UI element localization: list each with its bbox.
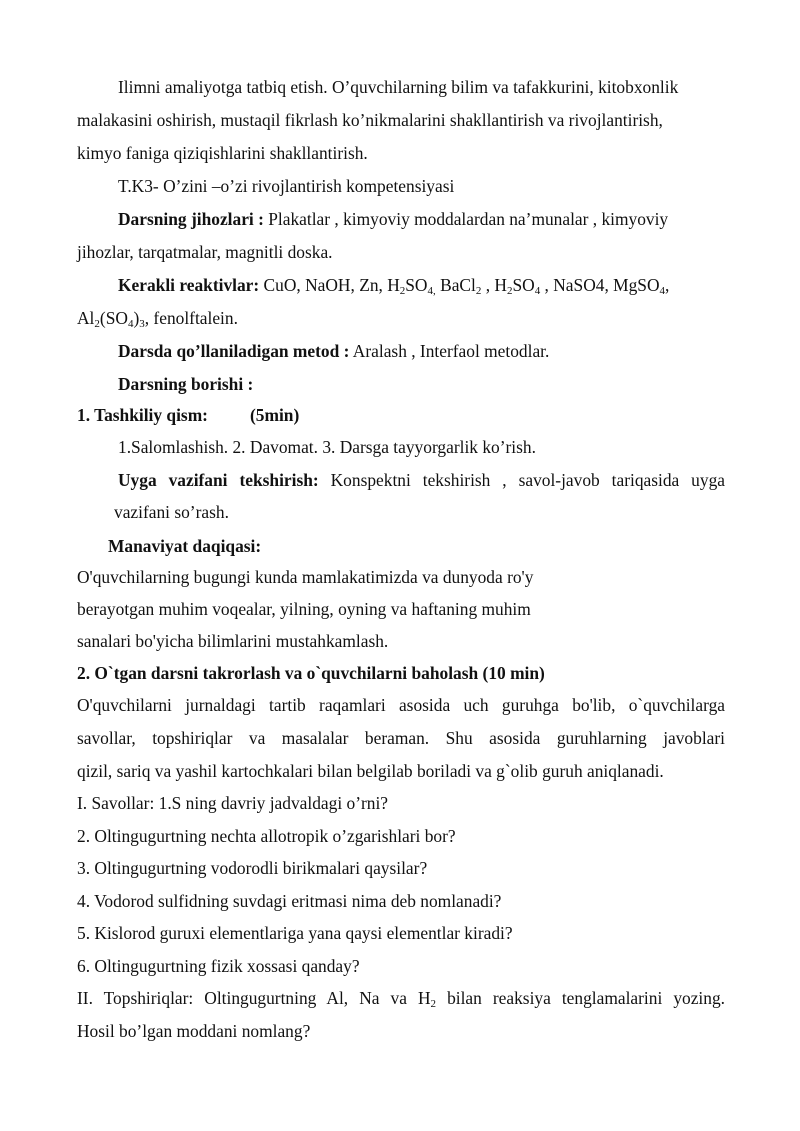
reagents-text: ) (133, 308, 140, 328)
section-1-time: (5min) (249, 405, 300, 425)
subscript: 4 (127, 318, 134, 330)
reagents-label: Kerakli reaktivlar: (118, 275, 260, 295)
question-item: I. Savollar: 1.S ning davriy jadvaldagi o’rni? (77, 793, 389, 813)
equipment-line-2: jihozlar, tarqatmalar, magnitli doska. (77, 242, 333, 262)
question-item: 6. Oltingugurtning fizik xossasi qanday? (77, 956, 360, 976)
reagents-text: , NaSO4, MgSO (540, 275, 660, 295)
lesson-progress-heading: Darsning borishi : (118, 374, 254, 394)
reagents-text: , (665, 275, 670, 295)
spirituality-line: sanalari bo'yicha bilimlarini mustahkamlash. (77, 631, 389, 651)
spirituality-line: O'quvchilarning bugungi kunda mamlakatimizda va dunyoda ro'y (77, 567, 534, 587)
reagents-text: CuO, NaOH, Zn, H (259, 275, 400, 295)
task-line-2: Hosil bo’lgan moddani nomlang? (77, 1021, 311, 1041)
subscript: 4, (427, 285, 436, 297)
subscript: 2 (506, 285, 513, 297)
equipment-text: Plakatlar , kimyoviy moddalardan na’munalar , kimyoviy (263, 209, 669, 229)
subscript: 3 (139, 318, 145, 330)
homework-line-2: vazifani so’rash. (114, 502, 229, 522)
homework-line (118, 469, 725, 491)
reagents-text: BaCl (435, 275, 476, 295)
subscript: 4 (534, 285, 541, 297)
section-2-heading: 2. O`tgan darsni takrorlash va o`quvchilarni baholash (10 min) (77, 663, 545, 683)
reagents-text: , H (481, 275, 507, 295)
subscript: 2 (399, 285, 406, 297)
task-line (77, 987, 725, 1009)
method-line (118, 340, 549, 362)
reagents-line-2 (77, 307, 238, 329)
equipment-line (118, 208, 668, 230)
paragraph-line: kimyo faniga qiziqishlarini shakllantirish. (77, 143, 368, 163)
subscript: 2 (94, 318, 100, 330)
section-2-line: savollar, topshiriqlar va masalalar beraman. Shu asosida guruhlarning javoblari (77, 728, 725, 748)
homework-label: Uyga vazifani tekshirish: (118, 470, 319, 490)
reagents-line (118, 274, 669, 296)
reagents-text: Al (77, 308, 95, 328)
equipment-label: Darsning jihozlari : (118, 209, 264, 229)
question-item: 2. Oltingugurtning nechta allotropik o’zgarishlari bor? (77, 826, 456, 846)
paragraph-line: malakasini oshirish, mustaqil fikrlash ko’nikmalarini shakllantirish va rivojlantirish, (77, 110, 663, 130)
spirituality-line: berayotgan muhim voqealar, yilning, oyning va haftaning muhim (77, 599, 531, 619)
method-text: Aralash , Interfaol metodlar. (349, 341, 550, 361)
reagents-text: , fenolftalein. (144, 308, 238, 328)
section-1-heading (77, 404, 299, 426)
question-item: 5. Kislorod guruxi elementlariga yana qaysi elementlar kiradi? (77, 923, 513, 943)
section-1-title: 1. Tashkiliy qism: (77, 405, 208, 425)
subscript: 4 (659, 285, 666, 297)
paragraph-line: Ilimni amaliyotga tatbiq etish. O’quvchilarning bilim va tafakkurini, kitobxonlik (118, 77, 679, 97)
subscript: 2 (430, 998, 437, 1010)
task-text: II. Topshiriqlar: Oltingugurtning Al, Na va H (77, 988, 431, 1008)
spirituality-heading: Manaviyat daqiqasi: (108, 536, 262, 556)
question-item: 3. Oltingugurtning vodorodli birikmalari qaysilar? (77, 858, 428, 878)
reagents-text: (SO (99, 308, 128, 328)
section-2-line: qizil, sariq va yashil kartochkalari bilan belgilab boriladi va g`olib guruh aniqlanadi. (77, 761, 664, 781)
task-text: bilan reaksiya tenglamalarini yozing. (436, 988, 726, 1008)
section-1-items: 1.Salomlashish. 2. Davomat. 3. Darsga tayyorgarlik ko’rish. (118, 437, 536, 457)
competence-line: T.K3- O’zini –o’zi rivojlantirish kompetensiyasi (118, 176, 455, 196)
section-2-line: O'quvchilarni jurnaldagi tartib raqamlari asosida uch guruhga bo'lib, o`quvchilarga (77, 695, 725, 715)
homework-text: Konspektni tekshirish , savol-javob tariqasida uyga (318, 470, 725, 490)
method-label: Darsda qo’llaniladigan metod : (118, 341, 350, 361)
reagents-text: SO (405, 275, 428, 295)
question-item: 4. Vodorod sulfidning suvdagi eritmasi nima deb nomlanadi? (77, 891, 502, 911)
reagents-text: SO (512, 275, 535, 295)
subscript: 2 (475, 285, 482, 297)
